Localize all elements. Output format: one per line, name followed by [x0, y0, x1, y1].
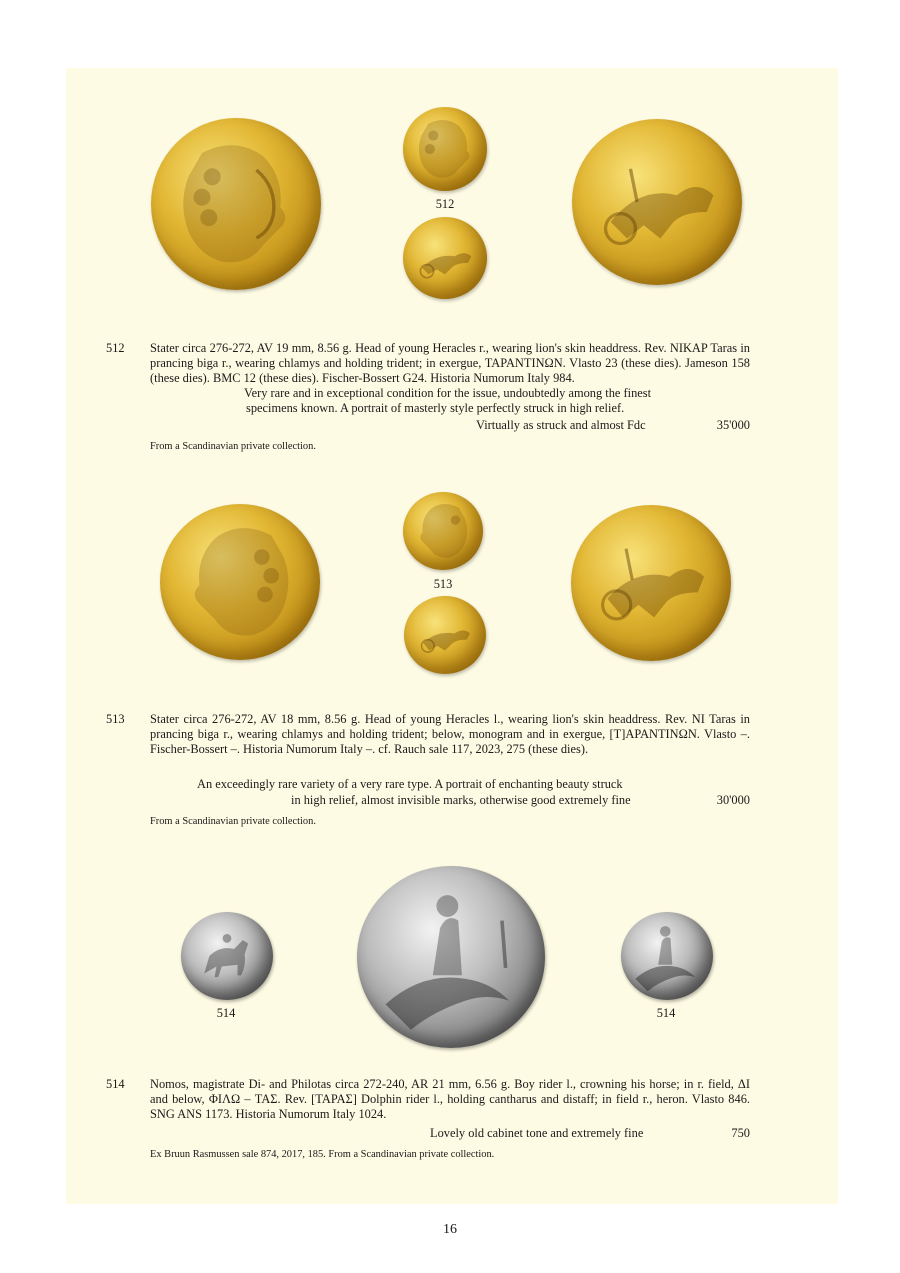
dolphin-rider-icon: [621, 912, 713, 1000]
biga-icon: [571, 505, 731, 661]
horseman-icon: [181, 912, 273, 1000]
image-label-514-left: 514: [216, 1006, 236, 1020]
image-label-513: 513: [433, 577, 453, 591]
lot-grade: Lovely old cabinet tone and extremely fine: [430, 1126, 644, 1140]
dolphin-rider-icon: [357, 866, 545, 1048]
lot-provenance: Ex Bruun Rasmussen sale 874, 2017, 185. From a Scandinavian private collection.: [150, 1149, 495, 1160]
biga-icon: [403, 217, 487, 299]
lot-description: Nomos, magistrate Di- and Philotas circa 272-240, AR 21 mm, 6.56 g. Boy rider l., crowning his horse; in r. field, ΔI and below, ΦIΛΩ – TAΣ. Rev. [TAPAΣ] Dolphin rider l., holding cantharus and distaff; in field r., heron. Vlasto 846. SNG ANS 1173. Historia Numorum Italy 1024.: [150, 1077, 750, 1121]
lot-price: 30'000: [716, 793, 750, 807]
lot-grade: Virtually as struck and almost Fdc: [476, 418, 646, 432]
page-number: 16: [443, 1222, 457, 1237]
heracles-head-right-icon: [403, 107, 487, 191]
coin-513-reverse-large: [571, 505, 731, 661]
biga-icon: [572, 119, 742, 285]
lot-provenance: From a Scandinavian private collection.: [150, 441, 316, 452]
coin-512-reverse-large: [572, 119, 742, 285]
coin-514-obverse-small: [181, 912, 273, 1000]
coin-513-obverse-small: [403, 492, 483, 570]
heracles-head-right-icon: [151, 118, 321, 290]
lot-number: 512: [106, 341, 125, 355]
lot-price: 750: [731, 1126, 750, 1140]
image-label-512: 512: [435, 197, 455, 211]
lot-remark-line-1: Very rare and in exceptional condition for the issue, undoubtedly among the finest: [244, 386, 652, 400]
biga-icon: [404, 596, 486, 674]
lot-remark-line-2: specimens known. A portrait of masterly style perfectly struck in high relief.: [246, 401, 625, 415]
lot-number: 513: [106, 712, 125, 726]
lot-remark-line-1: An exceedingly rare variety of a very rare type. A portrait of enchanting beauty struck: [197, 777, 623, 791]
lot-price: 35'000: [716, 418, 750, 432]
coin-513-obverse-large: [160, 504, 320, 660]
lot-description: Stater circa 276-272, AV 18 mm, 8.56 g. Head of young Heracles l., wearing lion's skin headdress. Rev. NI Taras in prancing biga r., wearing chlamys and holding trident; below, monogram and in exergue, [T]APANTINΩN. Vlasto –. Fischer-Bossert –. Historia Numorum Italy –. cf. Rauch sale 117, 2023, 275 (these dies).: [150, 712, 750, 756]
coin-512-obverse-small: [403, 107, 487, 191]
coin-512-obverse-large: [151, 118, 321, 290]
coin-512-reverse-small: [403, 217, 487, 299]
coin-514-reverse-large: [357, 866, 545, 1048]
lot-description: Stater circa 276-272, AV 19 mm, 8.56 g. Head of young Heracles r., wearing lion's skin headdress. Rev. NIKAP Taras in prancing biga r., wearing chlamys and holding trident; in exergue, TAPANTINΩN. Vlasto 23 (these dies). Jameson 158 (these dies). BMC 12 (these dies). Fischer-Bossert G24. Historia Numorum Italy 984.: [150, 341, 750, 385]
lot-number: 514: [106, 1077, 125, 1091]
coin-513-reverse-small: [404, 596, 486, 674]
lot-provenance: From a Scandinavian private collection.: [150, 816, 316, 827]
coin-514-reverse-small: [621, 912, 713, 1000]
heracles-head-left-icon: [160, 504, 320, 660]
lot-remark-line-2: in high relief, almost invisible marks, otherwise good extremely fine: [291, 793, 631, 807]
image-label-514-right: 514: [656, 1006, 676, 1020]
heracles-head-left-icon: [403, 492, 483, 570]
